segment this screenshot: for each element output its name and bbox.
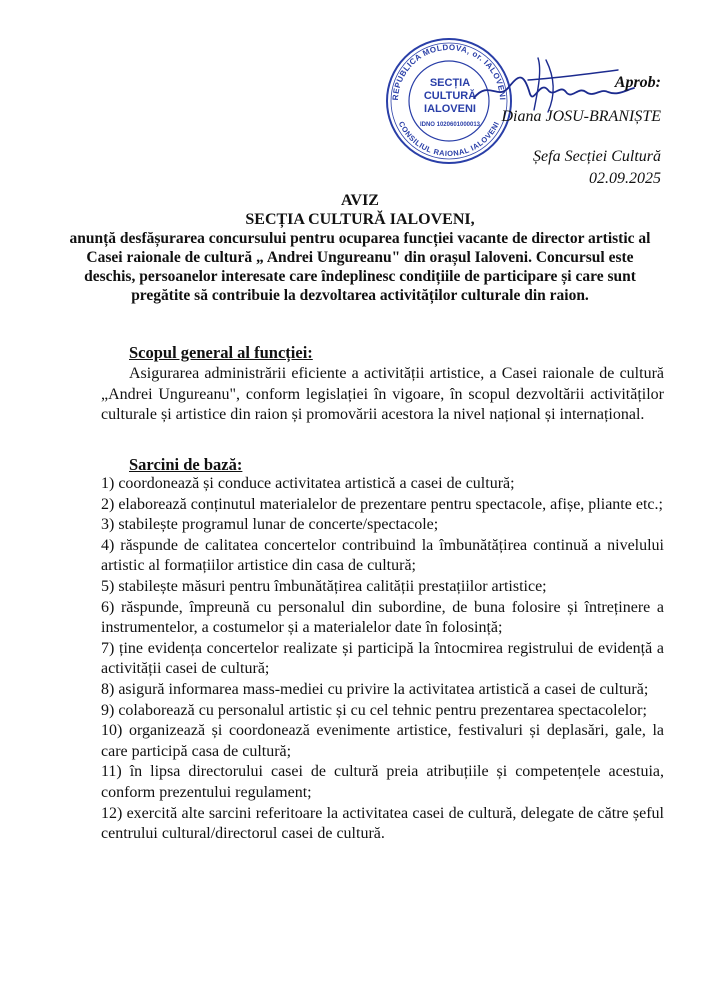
list-item: 5) stabilește măsuri pentru îmbunătățirea calității prestațiilor artistice; [101, 577, 547, 595]
list-item: 3) stabilește programul lunar de concerte/spectacole; [101, 516, 439, 534]
approval-title: Aprob: [614, 74, 661, 91]
tasks-heading: Sarcini de bază: [129, 455, 243, 474]
notice-intro: anunță desfășurarea concursului pentru ocuparea funcției vacante de director artistic al Casei raionale de cultură „ Andrei Ungureanu" din orașul Ialoveni. Concursul este deschis, persoanelor interesate care îndeplinesc condițiile de participare și care sunt pregătite să contribuie la dezvoltarea activităților culturale din raion. [69, 230, 651, 304]
list-item: 9) colaborează cu personalul artistic și cu cel tehnic pentru prezentarea spectacolelor; [101, 701, 647, 719]
stamp-ring-top: REPUBLICA MOLDOVA, or. IALOVENI [390, 42, 508, 101]
list-item: 12) exercită alte sarcini referitoare la activitatea casei de cultură, delegate de către șeful centrului cultural/directorul casei de cultură. [101, 804, 664, 843]
stamp-center-line-1: SECȚIA [429, 77, 471, 89]
list-item: 8) asigură informarea mass-mediei cu privire la activitatea artistică a casei de cultură; [101, 680, 649, 698]
list-item: 10) organizează și coordonează evenimente artistice, festivaluri și deplasări, gale, la care participă casa de cultură; [101, 722, 664, 760]
approval-block [501, 72, 661, 190]
list-item: 11) în lipsa directorului casei de cultură preia atribuțiile și competențele acestuia, conform prezentului regulament; [101, 763, 664, 801]
list-item: 2) elaborează conținutul materialelor de prezentare pentru spectacole, afișe, pliante etc.; [101, 495, 663, 513]
stamp-idno: IDNO 1020601000013 [419, 122, 481, 128]
notice-title-block [60, 191, 660, 305]
approver-position: Șefa Secției Cultură [533, 148, 661, 165]
list-item: 6) răspunde, împreună cu personalul din subordine, de buna folosire și întreținere a instrumentelor, a costumelor și a materialelor date în folosință; [101, 598, 664, 637]
list-item: 1) coordonează și conduce activitatea artistică a casei de cultură; [101, 475, 515, 492]
list-item: 4) răspunde de calitatea concertelor contribuind la îmbunătățirea continuă a nivelului artistic al formațiilor artistice din casa de cultură; [101, 536, 664, 575]
stamp-center-line-2: CULTURĂ [423, 90, 477, 102]
stamp-center-line-3: IALOVENI [424, 103, 476, 115]
purpose-heading: Scopul general al funcției: [129, 343, 313, 362]
approval-date: 02.09.2025 [589, 170, 661, 187]
approver-name: Diana JOSU-BRANIȘTE [501, 108, 661, 125]
list-item: 7) ține evidența concertelor realizate și participă la întocmirea registrului de evidență a activității casei de cultură; [101, 639, 664, 678]
purpose-text: Asigurarea administrării eficiente a activității artistice, a Casei raionale de cultură „Andrei Ungureanu", conform legislației în vigoare, în scopul dezvoltării activităților culturale și artistice din raion și promovării acestora la nivel național și internațional. [101, 365, 664, 423]
tasks-list [101, 474, 664, 845]
notice-title: AVIZ [341, 192, 379, 209]
notice-organization: SECȚIA CULTURĂ IALOVENI, [245, 211, 475, 228]
stamp-ring-bottom: CONSILIUL RAIONAL IALOVENI [396, 119, 502, 159]
